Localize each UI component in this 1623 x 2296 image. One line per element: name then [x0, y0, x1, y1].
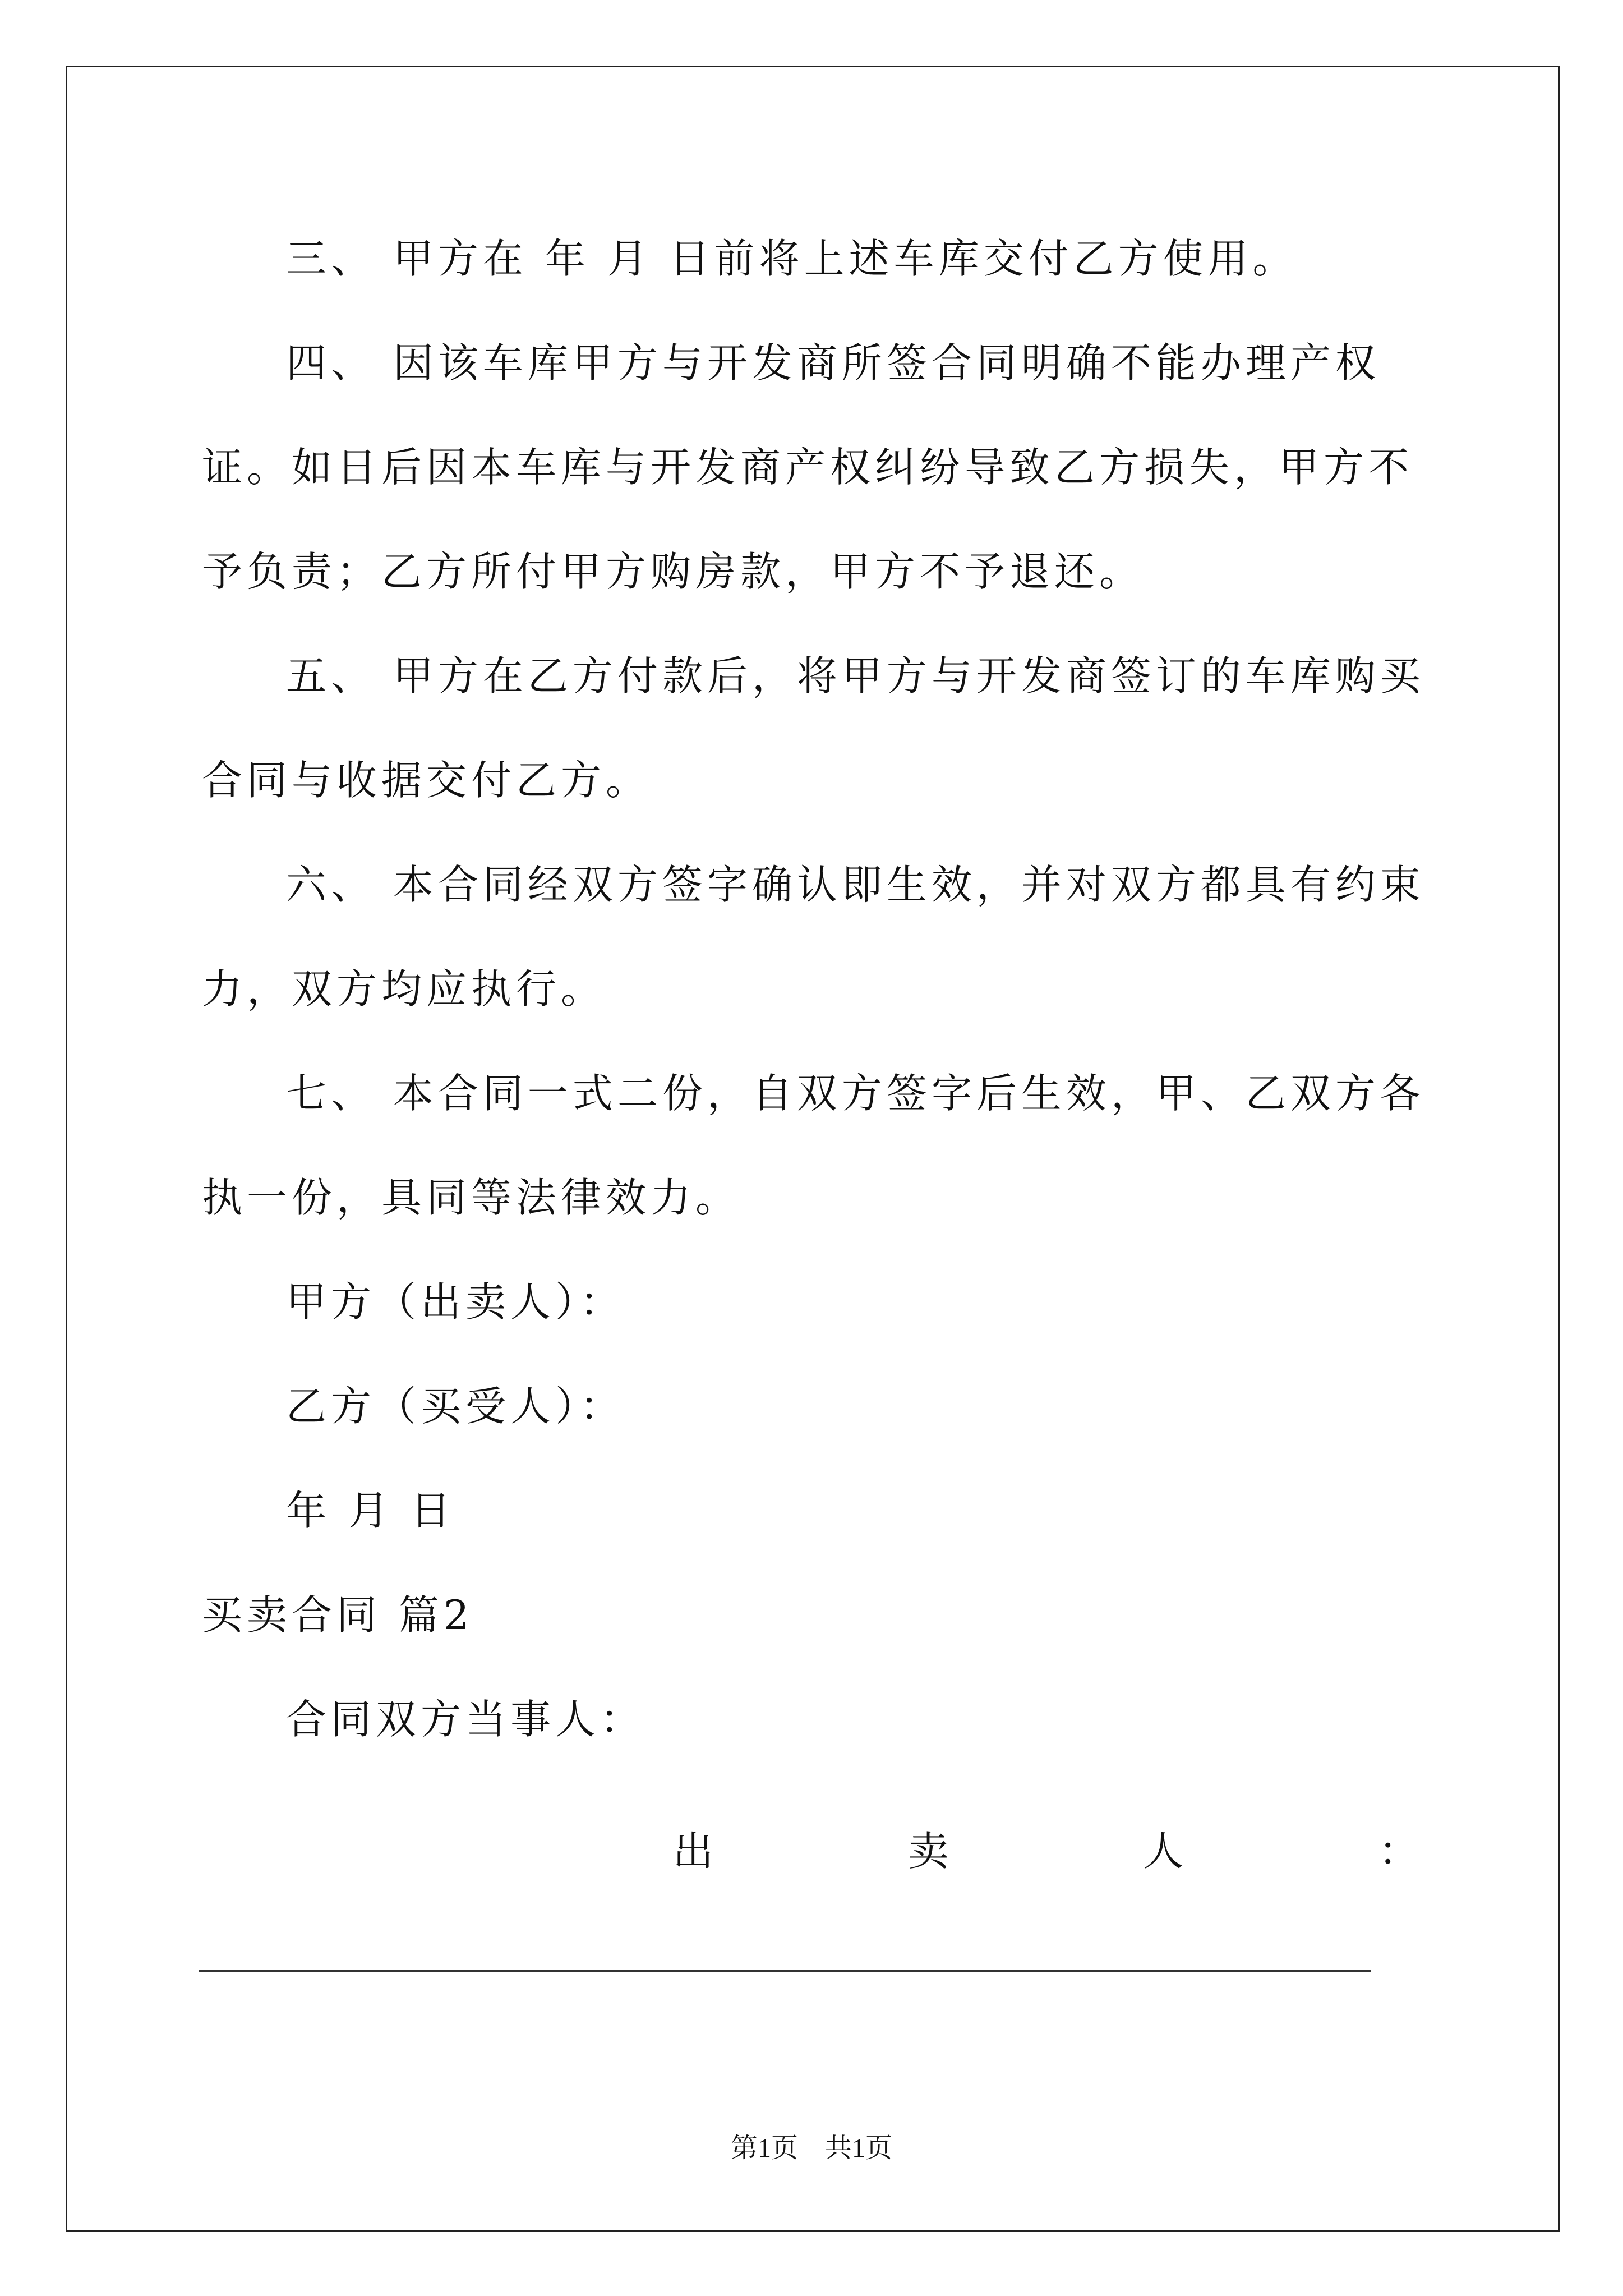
parties-heading: 合同双方当事人：	[286, 1696, 645, 1743]
clause-3: 三、 甲方在 年 月 日前将上述车库交付乙方使用。	[286, 235, 1298, 282]
section-title: 买卖合同 篇2	[202, 1591, 474, 1639]
seller-char-2: 卖	[908, 1828, 949, 1875]
party-a-signature: 甲方（出卖人）：	[286, 1278, 625, 1326]
clause-4: 四、 因该车库甲方与开发商所签合同明确不能办理产权证。如日后因本车库与开发商产权纠纷导致乙方损失，甲方不予负责；乙方所付甲方购房款，甲方不予退还。	[202, 339, 1414, 595]
seller-label-row	[673, 1823, 1419, 1879]
party-b-signature: 乙方（买受人）：	[286, 1383, 625, 1430]
signature-date: 年 月 日	[286, 1487, 455, 1534]
seller-char-3: 人	[1143, 1828, 1184, 1875]
clause-6: 六、 本合同经双方签字确认即生效，并对双方都具有约束力，双方均应执行。	[202, 861, 1425, 1013]
seller-char-1: 出	[673, 1828, 714, 1875]
seller-colon: ：	[1378, 1828, 1419, 1875]
seller-fill-in-line	[199, 1970, 1371, 1972]
clause-7: 七、 本合同一式二份，自双方签字后生效，甲、乙双方各执一份，具同等法律效力。	[202, 1070, 1425, 1221]
page-footer: 第1页 共1页	[730, 2133, 892, 2163]
clause-5: 五、 甲方在乙方付款后，将甲方与开发商签订的车库购买合同与收据交付乙方。	[202, 652, 1425, 804]
document-body	[202, 206, 1430, 1772]
